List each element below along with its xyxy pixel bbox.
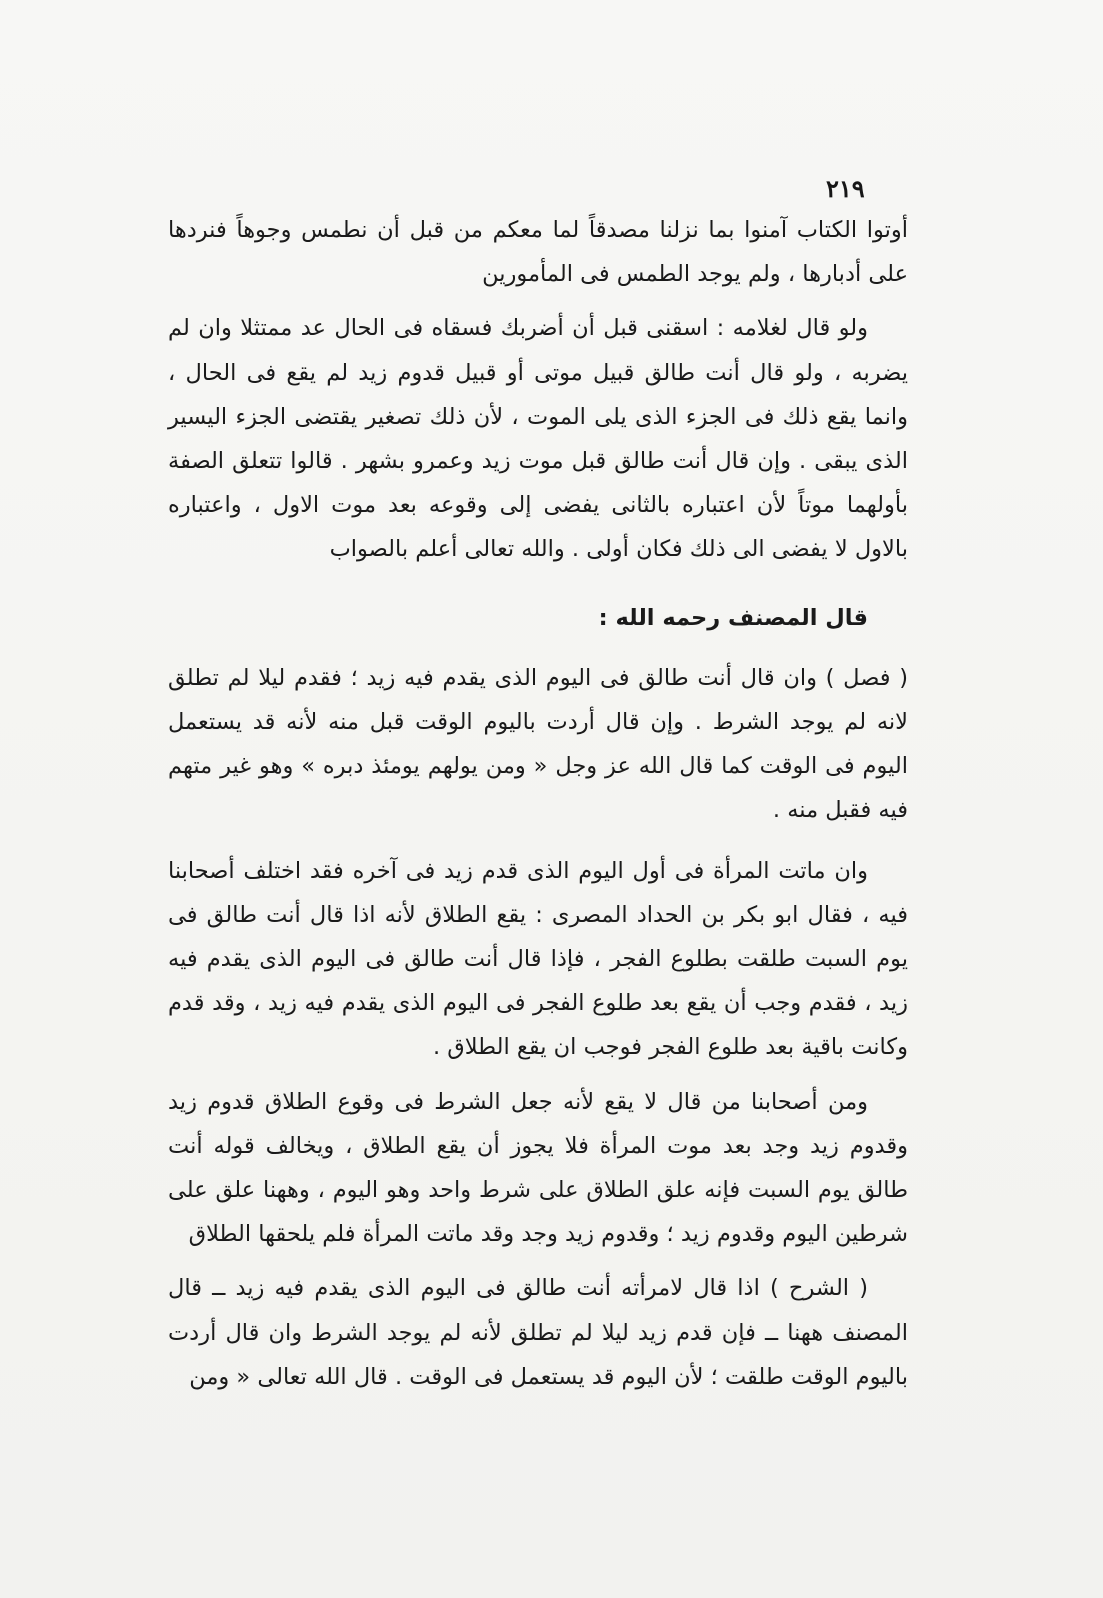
paragraph-verse-continuation: أوتوا الكتاب آمنوا بما نزلنا مصدقاً لما معكم من قبل أن نطمس وجوهاً فنردها على أدبارها ، ولم يوجد الطمس فى المأمورين (168, 217, 908, 288)
section-heading: قال المصنف رحمه الله : (598, 604, 868, 631)
paragraph-fasl: ( فصل ) وان قال أنت طالق فى اليوم الذى يقدم فيه زيد ؛ فقدم ليلا لم تطلق لانه لم يوجد الشرط . وإن قال أردت باليوم الوقت قبل منه لأنه قد يستعمل اليوم فى الوقت كما قال الله عز وجل « ومن يولهم يومئذ دبره » وهو غير متهم فيه فقبل منه . (168, 664, 908, 824)
page-number: ٢١٩ (826, 174, 865, 203)
paragraph-commentary: ( الشرح ) اذا قال لامرأته أنت طالق فى اليوم الذى يقدم فيه زيد ــ قال المصنف ههنا ــ فإن قدم زيد ليلا لم تطلق لأنه لم يوجد الشرط وان قال أردت باليوم الوقت طلقت ؛ لأن اليوم قد يستعمل فى الوقت . قال الله تعالى « ومن (168, 1275, 908, 1390)
paragraph-other-opinion: ومن أصحابنا من قال لا يقع لأنه جعل الشرط فى وقوع الطلاق قدوم زيد وقدوم زيد وجد بعد موت المرأة فلا يجوز أن يقع الطلاق ، ويخالف قوله أنت طالق يوم السبت فإنه علق الطلاق على شرط واحد وهو اليوم ، وههنا علق على شرطين اليوم وقدوم زيد ؛ وقدوم زيد وجد وقد ماتت المرأة فلم يلحقها الطلاق (168, 1088, 908, 1248)
body-text (168, 208, 908, 1399)
paragraph-before-after: ولو قال لغلامه : اسقنى قبل أن أضربك فسقاه فى الحال عد ممتثلا وان لم يضربه ، ولو قال أنت طالق قبيل موتى أو قبيل قدوم زيد لم يقع فى الحال ، وانما يقع ذلك فى الجزء الذى يلى الموت ، لأن ذلك تصغير يقتضى الجزء اليسير الذى يبقى . وإن قال أنت طالق قبل موت زيد وعمرو بشهر . قالوا تتعلق الصفة بأولهما موتاً لأن اعتباره بالثانى يفضى إلى وقوعه بعد موت الاول ، واعتباره بالاول لا يفضى الى ذلك فكان أولى . والله تعالى أعلم بالصواب (168, 315, 908, 563)
paragraph-woman-died: وان ماتت المرأة فى أول اليوم الذى قدم زيد فى آخره فقد اختلف أصحابنا فيه ، فقال ابو بكر بن الحداد المصرى : يقع الطلاق لأنه اذا قال أنت طالق فى يوم السبت طلقت بطلوع الفجر ، فإذا قال أنت طالق فى اليوم الذى يقدم فيه زيد ، فقدم وجب أن يقع بعد طلوع الفجر فى اليوم الذى يقدم فيه زيد ، وقد قدم وكانت باقية بعد طلوع الفجر فوجب ان يقع الطلاق . (168, 857, 908, 1061)
